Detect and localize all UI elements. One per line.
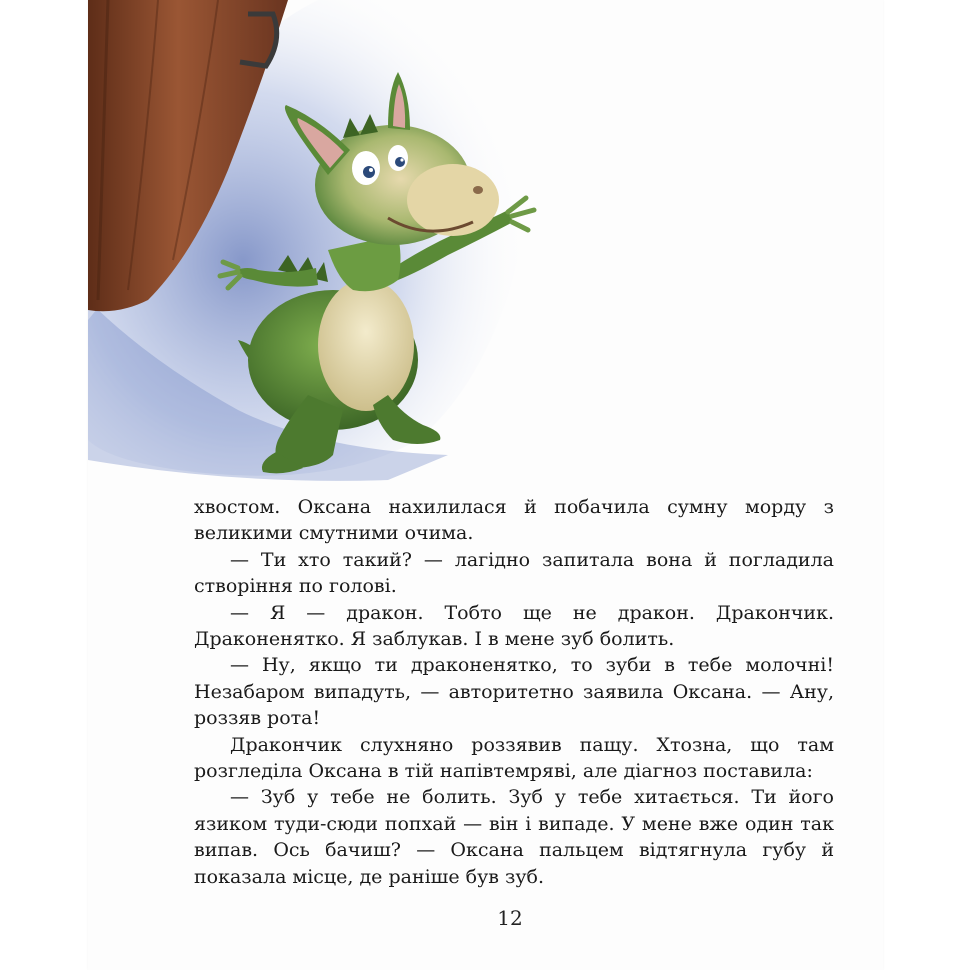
story-text (194, 494, 834, 890)
paragraph: — Ну, якщо ти драконенятко, то зуби в тебе молочні! Незабаром випадуть, — авторитетно заявила Оксана. — Ану, роззяв рота! (194, 654, 834, 730)
paragraph: — Я — дракон. Тобто ще не дракон. Дракончик. Драконенятко. Я заблукав. І в мене зуб болить. (194, 601, 834, 651)
paragraph: хвостом. Оксана нахилилася й побачила сумну морду з великими смутними очима. (194, 496, 834, 545)
paragraph: — Зуб у тебе не болить. Зуб у тебе хитається. Ти його язиком туди-сюди попхай — він і випаде. У мене вже один так випав. Ось бачиш? — Оксана пальцем відтягнула губу й показала місце, де раніше був зуб. (194, 786, 834, 888)
paragraph: — Ти хто такий? — лагідно запитала вона й погладила створіння по голові. (194, 548, 834, 598)
page-number: 12 (497, 906, 523, 930)
paragraph: Дракончик слухняно роззявив пащу. Хтозна, що там розгледіла Оксана в тій напівтемряві, але діагноз поставила: (194, 733, 834, 783)
dragon-illustration (88, 0, 883, 490)
